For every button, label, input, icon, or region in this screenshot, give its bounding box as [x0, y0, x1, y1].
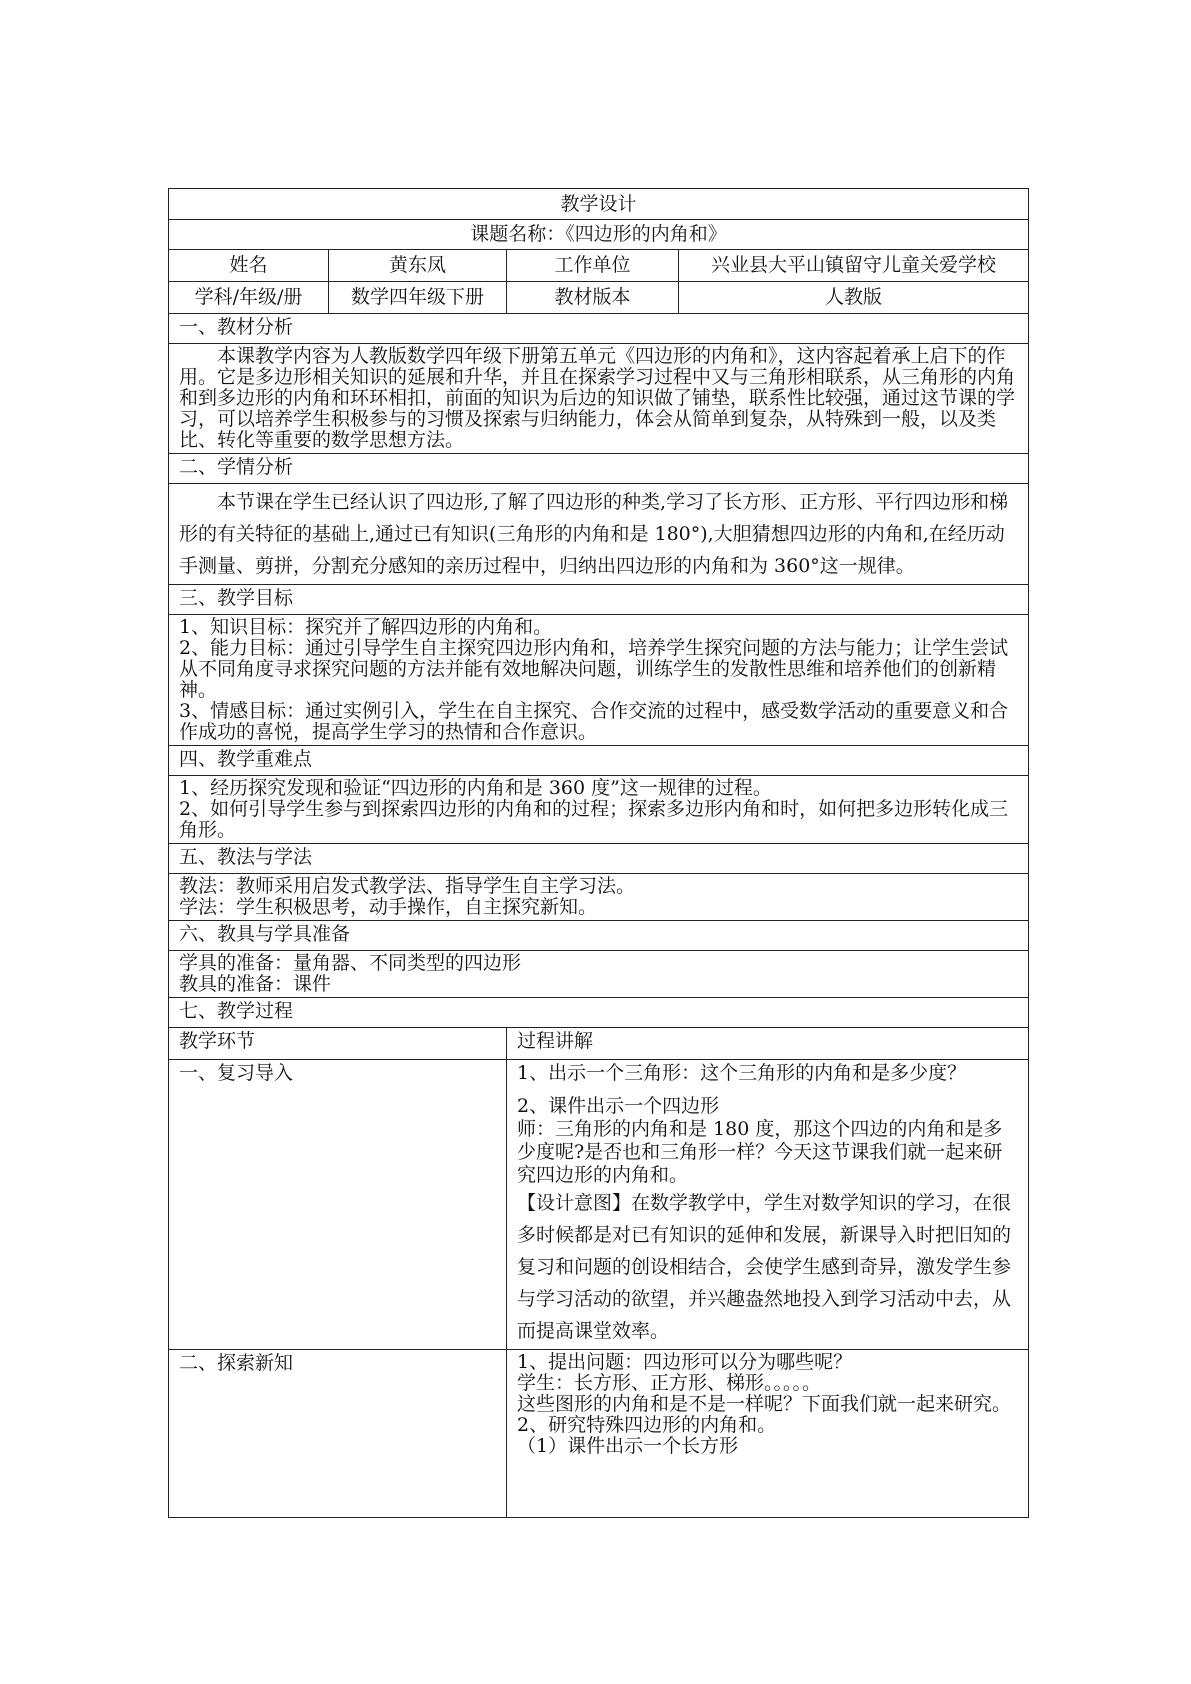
section-title-process: 七、教学过程: [169, 998, 1029, 1028]
review-step: 1、出示一个三角形：这个三角形的内角和是多少度？: [517, 1062, 967, 1084]
edition-value: 人教版: [679, 282, 1029, 314]
doc-title: 教学设计: [169, 189, 1029, 220]
name-value: 黄东凤: [329, 250, 507, 282]
unit-label: 工作单位: [507, 250, 679, 282]
objective-item: 2、能力目标：通过引导学生自主探究四边形内角和，培养学生探究问题的方法与能力；让学生尝试从不同角度寻求探究问题的方法并能有效地解决问题，训练学生的发散性思维和培养他们的创新精神。: [179, 637, 1009, 701]
material-item: 教具的准备：课件: [179, 973, 332, 995]
unit-value: 兴业县大平山镇留守儿童关爱学校: [679, 250, 1029, 282]
section-text-textbook-analysis: 本课教学内容为人教版数学四年级下册第五单元《四边形的内角和》，这内容起着承上启下的作用。它是多边形相关知识的延展和升华，并且在探索学习过程中又与三角形相联系，从三角形的内角和到多边形的内角和环环相扣，前面的知识为后边的知识做了铺垫，联系性比较强，通过这节课的学习，可以培养学生积极参与的习惯及探索与归纳能力，体会从简单到复杂，从特殊到一般，以及类比、转化等重要的数学思想方法。: [169, 344, 1029, 454]
process-col-header-explain: 过程讲解: [507, 1028, 1029, 1060]
objective-item: 3、情感目标：通过实例引入，学生在自主探究、合作交流的过程中，感受数学活动的重要意义和合作成功的喜悦，提高学生学习的热情和合作意识。: [179, 700, 1009, 743]
explore-step: 2、研究特殊四边形的内角和。: [517, 1414, 777, 1436]
section-text-learner-analysis: 本节课在学生已经认识了四边形,了解了四边形的种类,学习了长方形、正方形、平行四边形和梯形的有关特征的基础上,通过已有知识(三角形的内角和是 180°),大胆猜想四边形的内角和,在经历动手测量、剪拼，分割充分感知的亲历过程中，归纳出四边形的内角和为 360°这一规律。: [169, 484, 1029, 585]
explore-step: 1、提出问题：四边形可以分为哪些呢？: [517, 1351, 853, 1373]
edition-label: 教材版本: [507, 282, 679, 314]
section-methods-list: [169, 874, 1029, 921]
section-title-key-points: 四、教学重难点: [169, 746, 1029, 776]
section-objectives-list: [169, 615, 1029, 746]
section-title-materials: 六、教具与学具准备: [169, 921, 1029, 951]
process-col-header-stage: 教学环节: [169, 1028, 507, 1060]
subject-label: 学科/年级/册: [169, 282, 329, 314]
explore-step: 这些图形的内角和是不是一样呢？下面我们就一起来研究。: [517, 1393, 1012, 1415]
explore-step: （1）课件出示一个长方形: [517, 1435, 739, 1457]
process-explain-explore: [507, 1350, 1029, 1518]
section-key-points-list: [169, 776, 1029, 844]
explore-step: 学生：长方形、正方形、梯形。。。。。: [517, 1372, 822, 1394]
method-item: 教法：教师采用启发式教学法、指导学生自主学习法。: [179, 875, 636, 897]
name-label: 姓名: [169, 250, 329, 282]
key-point-item: 2、如何引导学生参与到探索四边形的内角和的过程；探索多边形内角和时，如何把多边形转化成三角形。: [179, 798, 1009, 841]
section-title-methods: 五、教法与学法: [169, 844, 1029, 874]
objective-item: 1、知识目标：探究并了解四边形的内角和。: [179, 616, 553, 638]
section-materials-list: [169, 951, 1029, 998]
process-stage-explore: 二、探索新知: [169, 1350, 507, 1518]
section-title-learner-analysis: 二、学情分析: [169, 454, 1029, 484]
lesson-plan-table: [168, 188, 1029, 1518]
key-point-item: 1、经历探究发现和验证“四边形的内角和是 360 度”这一规律的过程。: [179, 777, 772, 799]
design-intent: 【设计意图】在数学教学中，学生对数学知识的学习，在很多时候都是对已有知识的延伸和发展，新课导入时把旧知的复习和问题的创设相结合，会使学生感到奇异，激发学生参与学习活动的欲望，并兴趣盎然地投入到学习活动中去，从而提高课堂效率。: [517, 1192, 1012, 1342]
review-step: 2、课件出示一个四边形: [517, 1095, 720, 1117]
process-stage-review: 一、复习导入: [169, 1060, 507, 1350]
method-item: 学法：学生积极思考，动手操作，自主探究新知。: [179, 896, 598, 918]
section-title-textbook-analysis: 一、教材分析: [169, 314, 1029, 344]
course-name: 课题名称：《四边形的内角和》: [169, 220, 1029, 250]
material-item: 学具的准备：量角器、不同类型的四边形: [179, 952, 522, 974]
subject-value: 数学四年级下册: [329, 282, 507, 314]
process-explain-review: [507, 1060, 1029, 1350]
section-title-objectives: 三、教学目标: [169, 585, 1029, 615]
review-step: 师：三角形的内角和是 180 度，那这个四边的内角和是多少度呢?是否也和三角形一样？今天这节课我们就一起来研究四边形的内角和。: [517, 1118, 1003, 1186]
